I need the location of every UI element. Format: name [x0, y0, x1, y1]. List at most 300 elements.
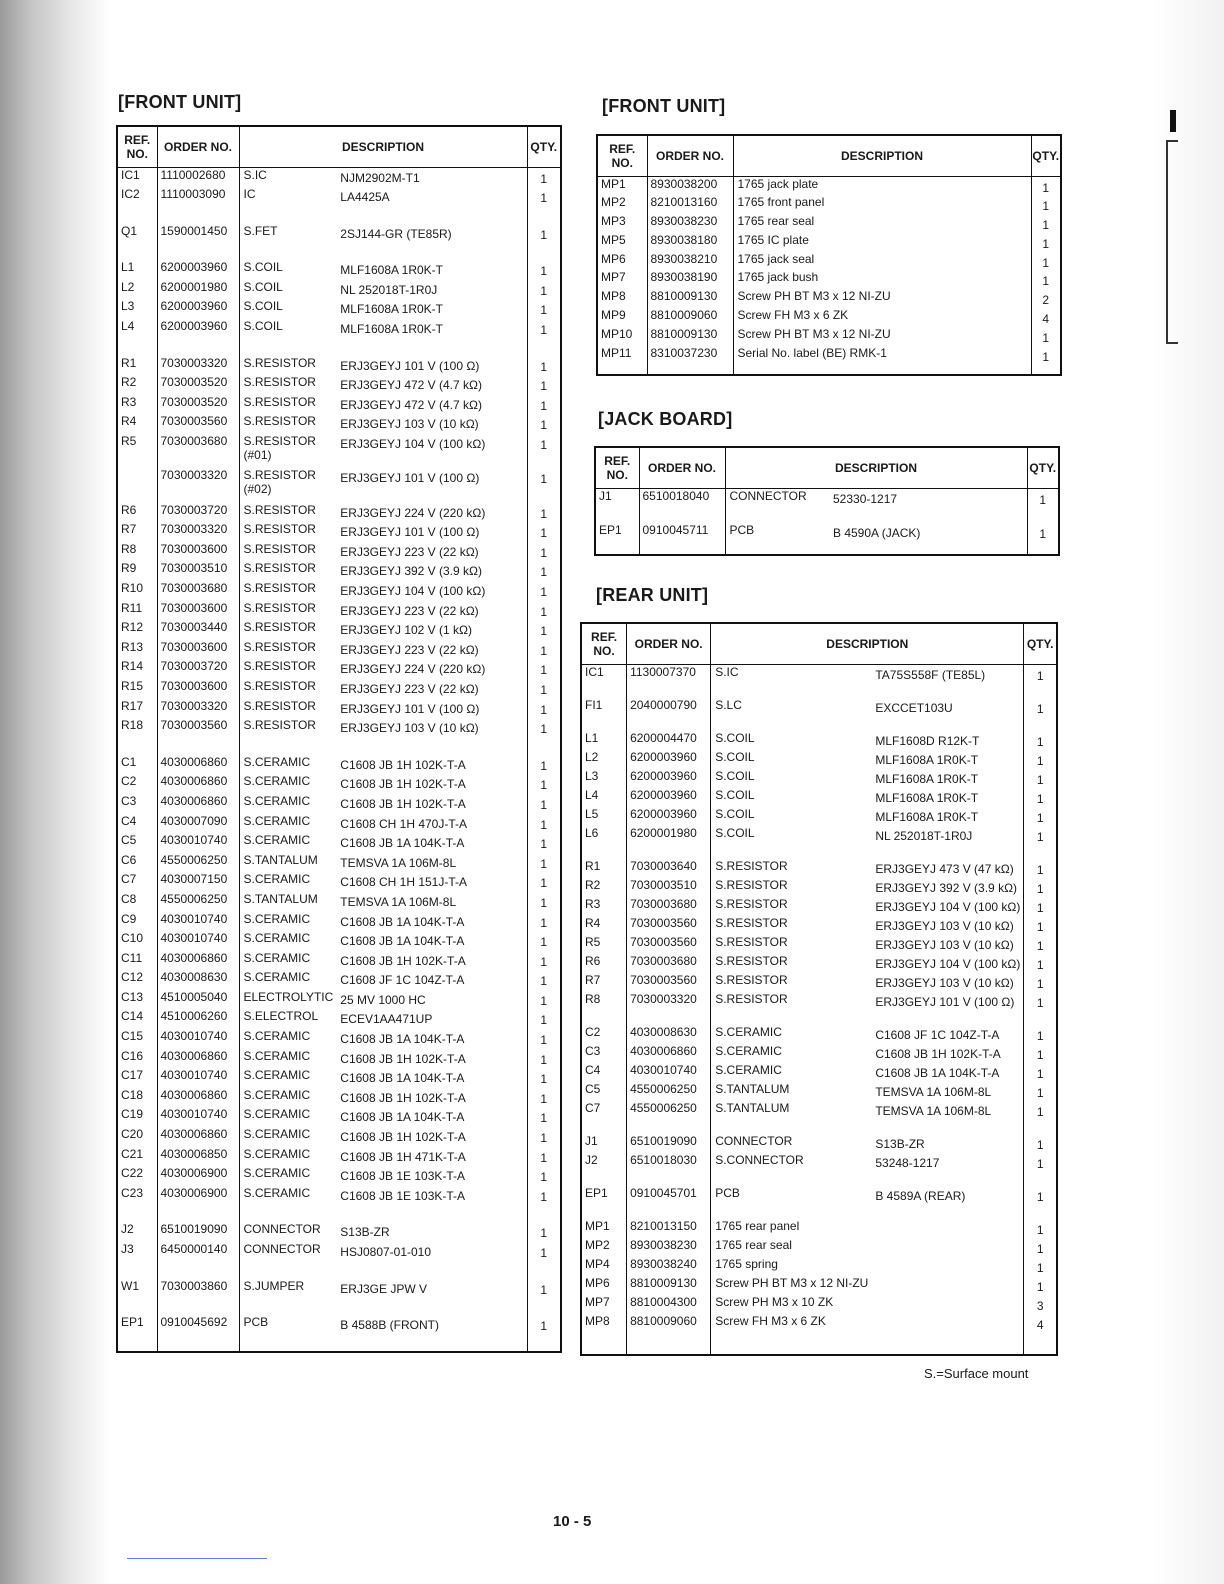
header-description: DESCRIPTION — [239, 126, 527, 168]
part-type: S.TANTALUM — [243, 852, 318, 867]
qty-cell: 1 — [1031, 214, 1061, 233]
ref-no-cell: L2 — [581, 750, 627, 769]
part-type: S.COIL — [715, 787, 755, 802]
order-no-cell: 6200003960 — [627, 769, 711, 788]
ref-no-cell: C13 — [117, 990, 157, 1010]
order-no-cell: 4030006860 — [157, 951, 239, 971]
part-type-cell — [711, 698, 872, 731]
part-value-cell: MLF1608A 1R0K-T — [336, 299, 527, 319]
part-value-cell: ERJ3GEYJ 472 V (4.7 kΩ) — [336, 395, 527, 415]
order-no-cell: 4550006250 — [627, 1082, 711, 1101]
header-order-no: ORDER NO. — [647, 135, 733, 177]
table-body — [117, 168, 561, 1353]
description-cell: 1765 jack plate — [733, 177, 1031, 196]
qty-cell: 1 — [1024, 1134, 1057, 1153]
ref-no-cell: L3 — [117, 299, 157, 319]
part-type-cell — [239, 833, 336, 853]
part-value-cell: ECEV1AA471UP — [336, 1009, 527, 1029]
table-row — [581, 1025, 1057, 1044]
table-row — [117, 522, 561, 542]
part-value-cell: 52330-1217 — [829, 489, 1027, 523]
part-value-cell: C1608 JB 1A 104K-T-A — [336, 1029, 527, 1049]
part-type: S.CERAMIC — [243, 1068, 311, 1083]
qty-cell: 1 — [1031, 195, 1061, 214]
qty-cell: 1 — [1024, 698, 1057, 731]
ref-no-cell: MP3 — [597, 214, 647, 233]
ref-no-cell: R1 — [581, 859, 627, 878]
part-value-cell: 53248-1217 — [871, 1153, 1024, 1186]
part-type-cell — [711, 1186, 872, 1219]
table-row — [117, 1147, 561, 1167]
table-body — [581, 665, 1057, 1356]
part-type: S.TANTALUM — [715, 1100, 790, 1115]
qty-cell: 1 — [1031, 270, 1061, 289]
part-type-cell — [239, 319, 336, 356]
part-type-cell — [711, 1295, 872, 1314]
table-row — [117, 620, 561, 640]
part-type-cell — [239, 601, 336, 621]
part-value-cell: C1608 JB 1E 103K-T-A — [336, 1166, 527, 1186]
table-header-row — [117, 126, 561, 168]
order-no-cell: 7030003680 — [627, 954, 711, 973]
order-no-cell: 4030006900 — [157, 1186, 239, 1223]
order-no-cell: 8810009060 — [647, 308, 733, 327]
order-no-cell: 7030003600 — [157, 601, 239, 621]
part-type: S.CERAMIC — [243, 1029, 311, 1044]
ref-no-cell: C19 — [117, 1107, 157, 1127]
part-type: S.COIL — [243, 299, 283, 314]
part-type: PCB — [729, 522, 755, 537]
table-row — [117, 970, 561, 990]
order-no-cell: 4030006860 — [157, 774, 239, 794]
table-row — [117, 581, 561, 601]
qty-cell: 1 — [527, 503, 561, 523]
description-cell: 1765 front panel — [733, 195, 1031, 214]
part-value-cell: MLF1608A 1R0K-T — [336, 260, 527, 280]
part-type: S.COIL — [243, 260, 283, 275]
table-row — [597, 289, 1061, 308]
header-order-no: ORDER NO. — [157, 126, 239, 168]
part-value-cell: C1608 JB 1H 102K-T-A — [336, 951, 527, 971]
part-type: S.RESISTOR — [715, 915, 788, 930]
part-type: S.RESISTOR — [243, 414, 316, 429]
table-row — [581, 1082, 1057, 1101]
order-no-cell: 0910045711 — [639, 523, 725, 543]
table-row — [117, 434, 561, 468]
table-row — [581, 731, 1057, 750]
part-type-cell — [711, 1063, 872, 1082]
part-type-cell — [239, 659, 336, 679]
part-value-cell: C1608 CH 1H 470J-T-A — [336, 814, 527, 834]
part-value-cell: 2SJ144-GR (TE85R) — [336, 224, 527, 261]
part-type-cell — [239, 542, 336, 562]
qty-cell: 1 — [527, 718, 561, 755]
part-type-cell — [711, 1219, 872, 1238]
part-type-cell — [711, 1134, 872, 1153]
table-row — [117, 1166, 561, 1186]
ref-no-cell: R8 — [117, 542, 157, 562]
order-no-cell: 6510018030 — [627, 1153, 711, 1186]
table-row — [117, 699, 561, 719]
ref-no-cell: L2 — [117, 280, 157, 300]
part-value-cell: ERJ3GEYJ 101 V (100 Ω) — [336, 468, 527, 502]
qty-cell: 1 — [527, 1186, 561, 1223]
table-row — [581, 826, 1057, 859]
ref-no-cell: Q1 — [117, 224, 157, 261]
order-no-cell: 4030006860 — [157, 1127, 239, 1147]
part-type-cell — [711, 897, 872, 916]
ref-no-cell — [117, 468, 157, 502]
qty-cell: 1 — [1024, 859, 1057, 878]
header-order-no: ORDER NO. — [639, 447, 725, 489]
part-type: CONNECTOR — [243, 1222, 321, 1237]
part-type-cell — [239, 951, 336, 971]
table-row — [117, 1049, 561, 1069]
part-type-cell — [239, 522, 336, 542]
qty-cell: 1 — [527, 912, 561, 932]
ref-no-cell: L6 — [581, 826, 627, 859]
qty-cell: 1 — [1031, 327, 1061, 346]
table-row — [117, 718, 561, 755]
empty-cell — [647, 364, 733, 375]
part-value-cell: C1608 CH 1H 151J-T-A — [336, 872, 527, 892]
order-no-cell: 7030003320 — [157, 522, 239, 542]
part-type-cell — [711, 1238, 872, 1257]
part-value-cell: C1608 JB 1A 104K-T-A — [336, 931, 527, 951]
ref-no-cell: MP2 — [581, 1238, 627, 1257]
part-type-cell — [239, 260, 336, 280]
part-type: S.RESISTOR — [715, 877, 788, 892]
table-row — [117, 990, 561, 1010]
part-value-cell — [871, 1295, 1024, 1314]
part-value-cell: ERJ3GEYJ 104 V (100 kΩ) — [336, 581, 527, 601]
table-row — [581, 698, 1057, 731]
table-row — [581, 992, 1057, 1025]
order-no-cell: 4030010740 — [157, 1107, 239, 1127]
part-value-cell: ERJ3GEYJ 224 V (220 kΩ) — [336, 659, 527, 679]
part-value-cell: ERJ3GEYJ 223 V (22 kΩ) — [336, 679, 527, 699]
order-no-cell: 6510018040 — [639, 489, 725, 523]
table-row — [581, 769, 1057, 788]
part-value-cell: EXCCET103U — [871, 698, 1024, 731]
order-no-cell: 6510019090 — [627, 1134, 711, 1153]
table-row — [581, 1101, 1057, 1134]
ref-no-cell: C3 — [117, 794, 157, 814]
part-type: S.CERAMIC — [243, 950, 311, 965]
ref-no-cell: R12 — [117, 620, 157, 640]
order-no-cell: 4550006250 — [157, 853, 239, 873]
qty-cell: 1 — [527, 679, 561, 699]
part-value-cell: ERJ3GEYJ 224 V (220 kΩ) — [336, 503, 527, 523]
order-no-cell: 4030010740 — [157, 1029, 239, 1049]
qty-cell: 1 — [527, 774, 561, 794]
ref-no-cell: MP2 — [597, 195, 647, 214]
part-value-cell: ERJ3GEYJ 104 V (100 kΩ) — [871, 954, 1024, 973]
part-type: PCB — [715, 1185, 740, 1200]
table-row — [581, 1063, 1057, 1082]
table-row — [581, 973, 1057, 992]
order-no-cell: 6200001980 — [157, 280, 239, 300]
table-row — [117, 414, 561, 434]
parts-table-front-unit-right — [596, 134, 1062, 376]
ref-no-cell: R3 — [581, 897, 627, 916]
part-type: S.CERAMIC — [243, 1107, 311, 1122]
part-type-cell — [711, 769, 872, 788]
parts-table-rear-unit — [580, 622, 1058, 1356]
part-type: S.RESISTOR — [243, 639, 316, 654]
order-no-cell: 0910045692 — [157, 1315, 239, 1335]
order-no-cell: 4030006860 — [157, 794, 239, 814]
order-no-cell: 8210013160 — [647, 195, 733, 214]
part-type-cell — [239, 679, 336, 699]
order-no-cell: 7030003520 — [157, 395, 239, 415]
part-type: S.RESISTOR — [243, 502, 316, 517]
qty-cell: 1 — [527, 601, 561, 621]
part-value-cell: MLF1608A 1R0K-T — [871, 788, 1024, 807]
part-value-cell: MLF1608D R12K-T — [871, 731, 1024, 750]
ref-no-cell: MP7 — [581, 1295, 627, 1314]
order-no-cell: 6200003960 — [157, 260, 239, 280]
order-no-cell: 4030006860 — [157, 755, 239, 775]
ref-no-cell: C2 — [117, 774, 157, 794]
table-row — [117, 1242, 561, 1279]
part-note: (#02) — [243, 482, 272, 497]
ref-no-cell: R9 — [117, 561, 157, 581]
order-no-cell: 8810004300 — [627, 1295, 711, 1314]
order-no-cell: 7030003320 — [157, 699, 239, 719]
part-type-cell — [711, 665, 872, 698]
empty-cell — [527, 1335, 561, 1352]
ref-no-cell: MP11 — [597, 346, 647, 365]
qty-cell: 1 — [527, 468, 561, 502]
part-value-cell: S13B-ZR — [336, 1222, 527, 1242]
qty-cell: 1 — [1024, 992, 1057, 1025]
table-row — [117, 931, 561, 951]
part-type: S.CERAMIC — [243, 1127, 311, 1142]
part-value-cell: C1608 JF 1C 104Z-T-A — [336, 970, 527, 990]
empty-cell — [595, 543, 639, 556]
part-type: S.CERAMIC — [243, 1166, 311, 1181]
table-row — [117, 1186, 561, 1223]
part-value-cell — [871, 1257, 1024, 1276]
order-no-cell: 7030003320 — [157, 356, 239, 376]
table-row — [581, 878, 1057, 897]
table-row — [117, 912, 561, 932]
part-type: 1765 rear seal — [715, 1237, 792, 1252]
qty-cell: 1 — [1031, 177, 1061, 196]
part-type-cell — [711, 1276, 872, 1295]
ref-no-cell: C18 — [117, 1088, 157, 1108]
qty-cell: 1 — [1027, 489, 1059, 523]
ref-no-cell: R8 — [581, 992, 627, 1025]
part-value-cell: C1608 JB 1A 104K-T-A — [336, 912, 527, 932]
part-type: Screw FH M3 x 6 ZK — [715, 1313, 826, 1328]
part-value-cell: MLF1608A 1R0K-T — [336, 319, 527, 356]
part-type-cell — [239, 1068, 336, 1088]
part-value-cell: C1608 JB 1H 102K-T-A — [336, 774, 527, 794]
part-type-cell — [711, 731, 872, 750]
table-row — [117, 187, 561, 224]
part-type: S.RESISTOR — [243, 522, 316, 537]
table-row — [597, 214, 1061, 233]
part-type-cell — [711, 1153, 872, 1186]
order-no-cell: 7030003680 — [627, 897, 711, 916]
ref-no-cell: IC1 — [117, 168, 157, 188]
part-type: S.TANTALUM — [243, 891, 318, 906]
qty-cell: 1 — [1024, 1238, 1057, 1257]
table-row — [581, 1314, 1057, 1333]
part-value-cell: C1608 JB 1A 104K-T-A — [336, 1107, 527, 1127]
table-row — [581, 1276, 1057, 1295]
qty-cell: 1 — [527, 872, 561, 892]
part-type: CONNECTOR — [729, 489, 807, 503]
table-header-row — [597, 135, 1061, 177]
qty-cell: 1 — [527, 1068, 561, 1088]
part-type-cell — [711, 916, 872, 935]
qty-cell: 1 — [1024, 665, 1057, 698]
table-row — [581, 1186, 1057, 1219]
empty-cell — [829, 543, 1027, 556]
empty-cell — [239, 1335, 336, 1352]
part-value-cell: ERJ3GEYJ 101 V (100 Ω) — [336, 522, 527, 542]
part-type: S.RESISTOR — [243, 375, 316, 390]
part-type-cell — [239, 990, 336, 1010]
table-row — [117, 542, 561, 562]
part-type: S.TANTALUM — [715, 1081, 790, 1096]
part-type-cell — [239, 581, 336, 601]
table-row — [581, 859, 1057, 878]
qty-cell: 1 — [1024, 788, 1057, 807]
order-no-cell: 8810009130 — [627, 1276, 711, 1295]
ref-no-cell: C4 — [581, 1063, 627, 1082]
part-type-cell — [239, 640, 336, 660]
part-type-cell — [239, 280, 336, 300]
table-row — [117, 299, 561, 319]
section-title-front-unit-right: [FRONT UNIT] — [602, 96, 726, 116]
part-type: S.RESISTOR — [243, 600, 316, 615]
part-type-cell — [239, 814, 336, 834]
part-type-cell — [239, 1147, 336, 1167]
part-type: CONNECTOR — [243, 1242, 321, 1256]
order-no-cell: 7030003560 — [157, 414, 239, 434]
ref-no-cell: FI1 — [581, 698, 627, 731]
qty-cell: 1 — [527, 699, 561, 719]
part-type-cell — [239, 699, 336, 719]
part-type: S.CONNECTOR — [715, 1152, 804, 1167]
order-no-cell: 4030006850 — [157, 1147, 239, 1167]
order-no-cell: 4550006250 — [627, 1101, 711, 1134]
description-cell: 1765 jack bush — [733, 270, 1031, 289]
order-no-cell: 4510005040 — [157, 990, 239, 1010]
part-type: S.RESISTOR — [243, 561, 316, 576]
order-no-cell: 6200003960 — [157, 299, 239, 319]
description-cell: 1765 rear seal — [733, 214, 1031, 233]
order-no-cell: 6200001980 — [627, 826, 711, 859]
order-no-cell: 6450000140 — [157, 1242, 239, 1279]
part-value-cell: C1608 JB 1A 104K-T-A — [336, 1068, 527, 1088]
part-value-cell: C1608 JB 1H 102K-T-A — [336, 1049, 527, 1069]
empty-cell — [1031, 364, 1061, 375]
part-value-cell: NL 252018T-1R0J — [336, 280, 527, 300]
part-type-cell — [239, 1127, 336, 1147]
part-value-cell: ERJ3GEYJ 103 V (10 kΩ) — [871, 973, 1024, 992]
qty-cell: 1 — [527, 1147, 561, 1167]
order-no-cell: 4550006250 — [157, 892, 239, 912]
order-no-cell: 1130007370 — [627, 665, 711, 698]
part-type: S.RESISTOR — [243, 541, 316, 556]
table-row — [117, 1222, 561, 1242]
ref-no-cell: C4 — [117, 814, 157, 834]
order-no-cell: 8930038180 — [647, 233, 733, 252]
description-cell: Serial No. label (BE) RMK-1 — [733, 346, 1031, 365]
order-no-cell: 4030007150 — [157, 872, 239, 892]
table-header-row — [595, 447, 1059, 489]
description-cell: Screw PH BT M3 x 12 NI-ZU — [733, 289, 1031, 308]
qty-cell: 1 — [527, 1315, 561, 1335]
empty-cell — [117, 1335, 157, 1352]
table-filler-row — [597, 364, 1061, 375]
order-no-cell: 8930038240 — [627, 1257, 711, 1276]
qty-cell: 1 — [1024, 897, 1057, 916]
ref-no-cell: C9 — [117, 912, 157, 932]
table-row — [597, 346, 1061, 365]
qty-cell: 1 — [527, 356, 561, 376]
part-type: S.RESISTOR — [715, 896, 788, 911]
part-type: S.RESISTOR — [243, 718, 316, 733]
part-type-cell — [239, 872, 336, 892]
ref-no-cell: R10 — [117, 581, 157, 601]
table-row — [117, 853, 561, 873]
order-no-cell: 7030003520 — [157, 375, 239, 395]
part-type: 1765 rear panel — [715, 1218, 800, 1233]
table-row — [581, 1044, 1057, 1063]
ref-no-cell: MP1 — [597, 177, 647, 196]
part-value-cell: ERJ3GEYJ 104 V (100 kΩ) — [871, 897, 1024, 916]
part-value-cell: ERJ3GEYJ 103 V (10 kΩ) — [336, 718, 527, 755]
part-type: S.CERAMIC — [715, 1043, 782, 1058]
description-cell: 1765 IC plate — [733, 233, 1031, 252]
qty-cell: 1 — [1024, 1276, 1057, 1295]
ref-no-cell: C21 — [117, 1147, 157, 1167]
part-type-cell — [239, 1029, 336, 1049]
qty-cell: 1 — [527, 755, 561, 775]
ref-no-cell: MP7 — [597, 270, 647, 289]
empty-cell — [581, 1333, 627, 1356]
header-ref-no: REF. NO. — [581, 623, 627, 665]
part-type-cell — [239, 299, 336, 319]
part-type-cell — [239, 892, 336, 912]
header-qty: QTY. — [1027, 447, 1059, 489]
ref-no-cell: C6 — [117, 853, 157, 873]
table-row — [117, 892, 561, 912]
qty-cell: 1 — [1024, 769, 1057, 788]
empty-cell — [627, 1333, 711, 1356]
ref-no-cell: R6 — [581, 954, 627, 973]
part-type-cell — [711, 826, 872, 859]
ref-no-cell: R15 — [117, 679, 157, 699]
part-type: S.CERAMIC — [243, 813, 311, 828]
part-type: IC — [243, 187, 256, 202]
qty-cell: 1 — [1024, 935, 1057, 954]
part-type-cell — [239, 503, 336, 523]
table-row — [117, 503, 561, 523]
part-type-cell — [239, 468, 336, 502]
part-value-cell: C1608 JB 1H 471K-T-A — [336, 1147, 527, 1167]
description-cell: 1765 jack seal — [733, 252, 1031, 271]
table-row — [117, 356, 561, 376]
ref-no-cell: EP1 — [595, 523, 639, 543]
ref-no-cell: C12 — [117, 970, 157, 990]
